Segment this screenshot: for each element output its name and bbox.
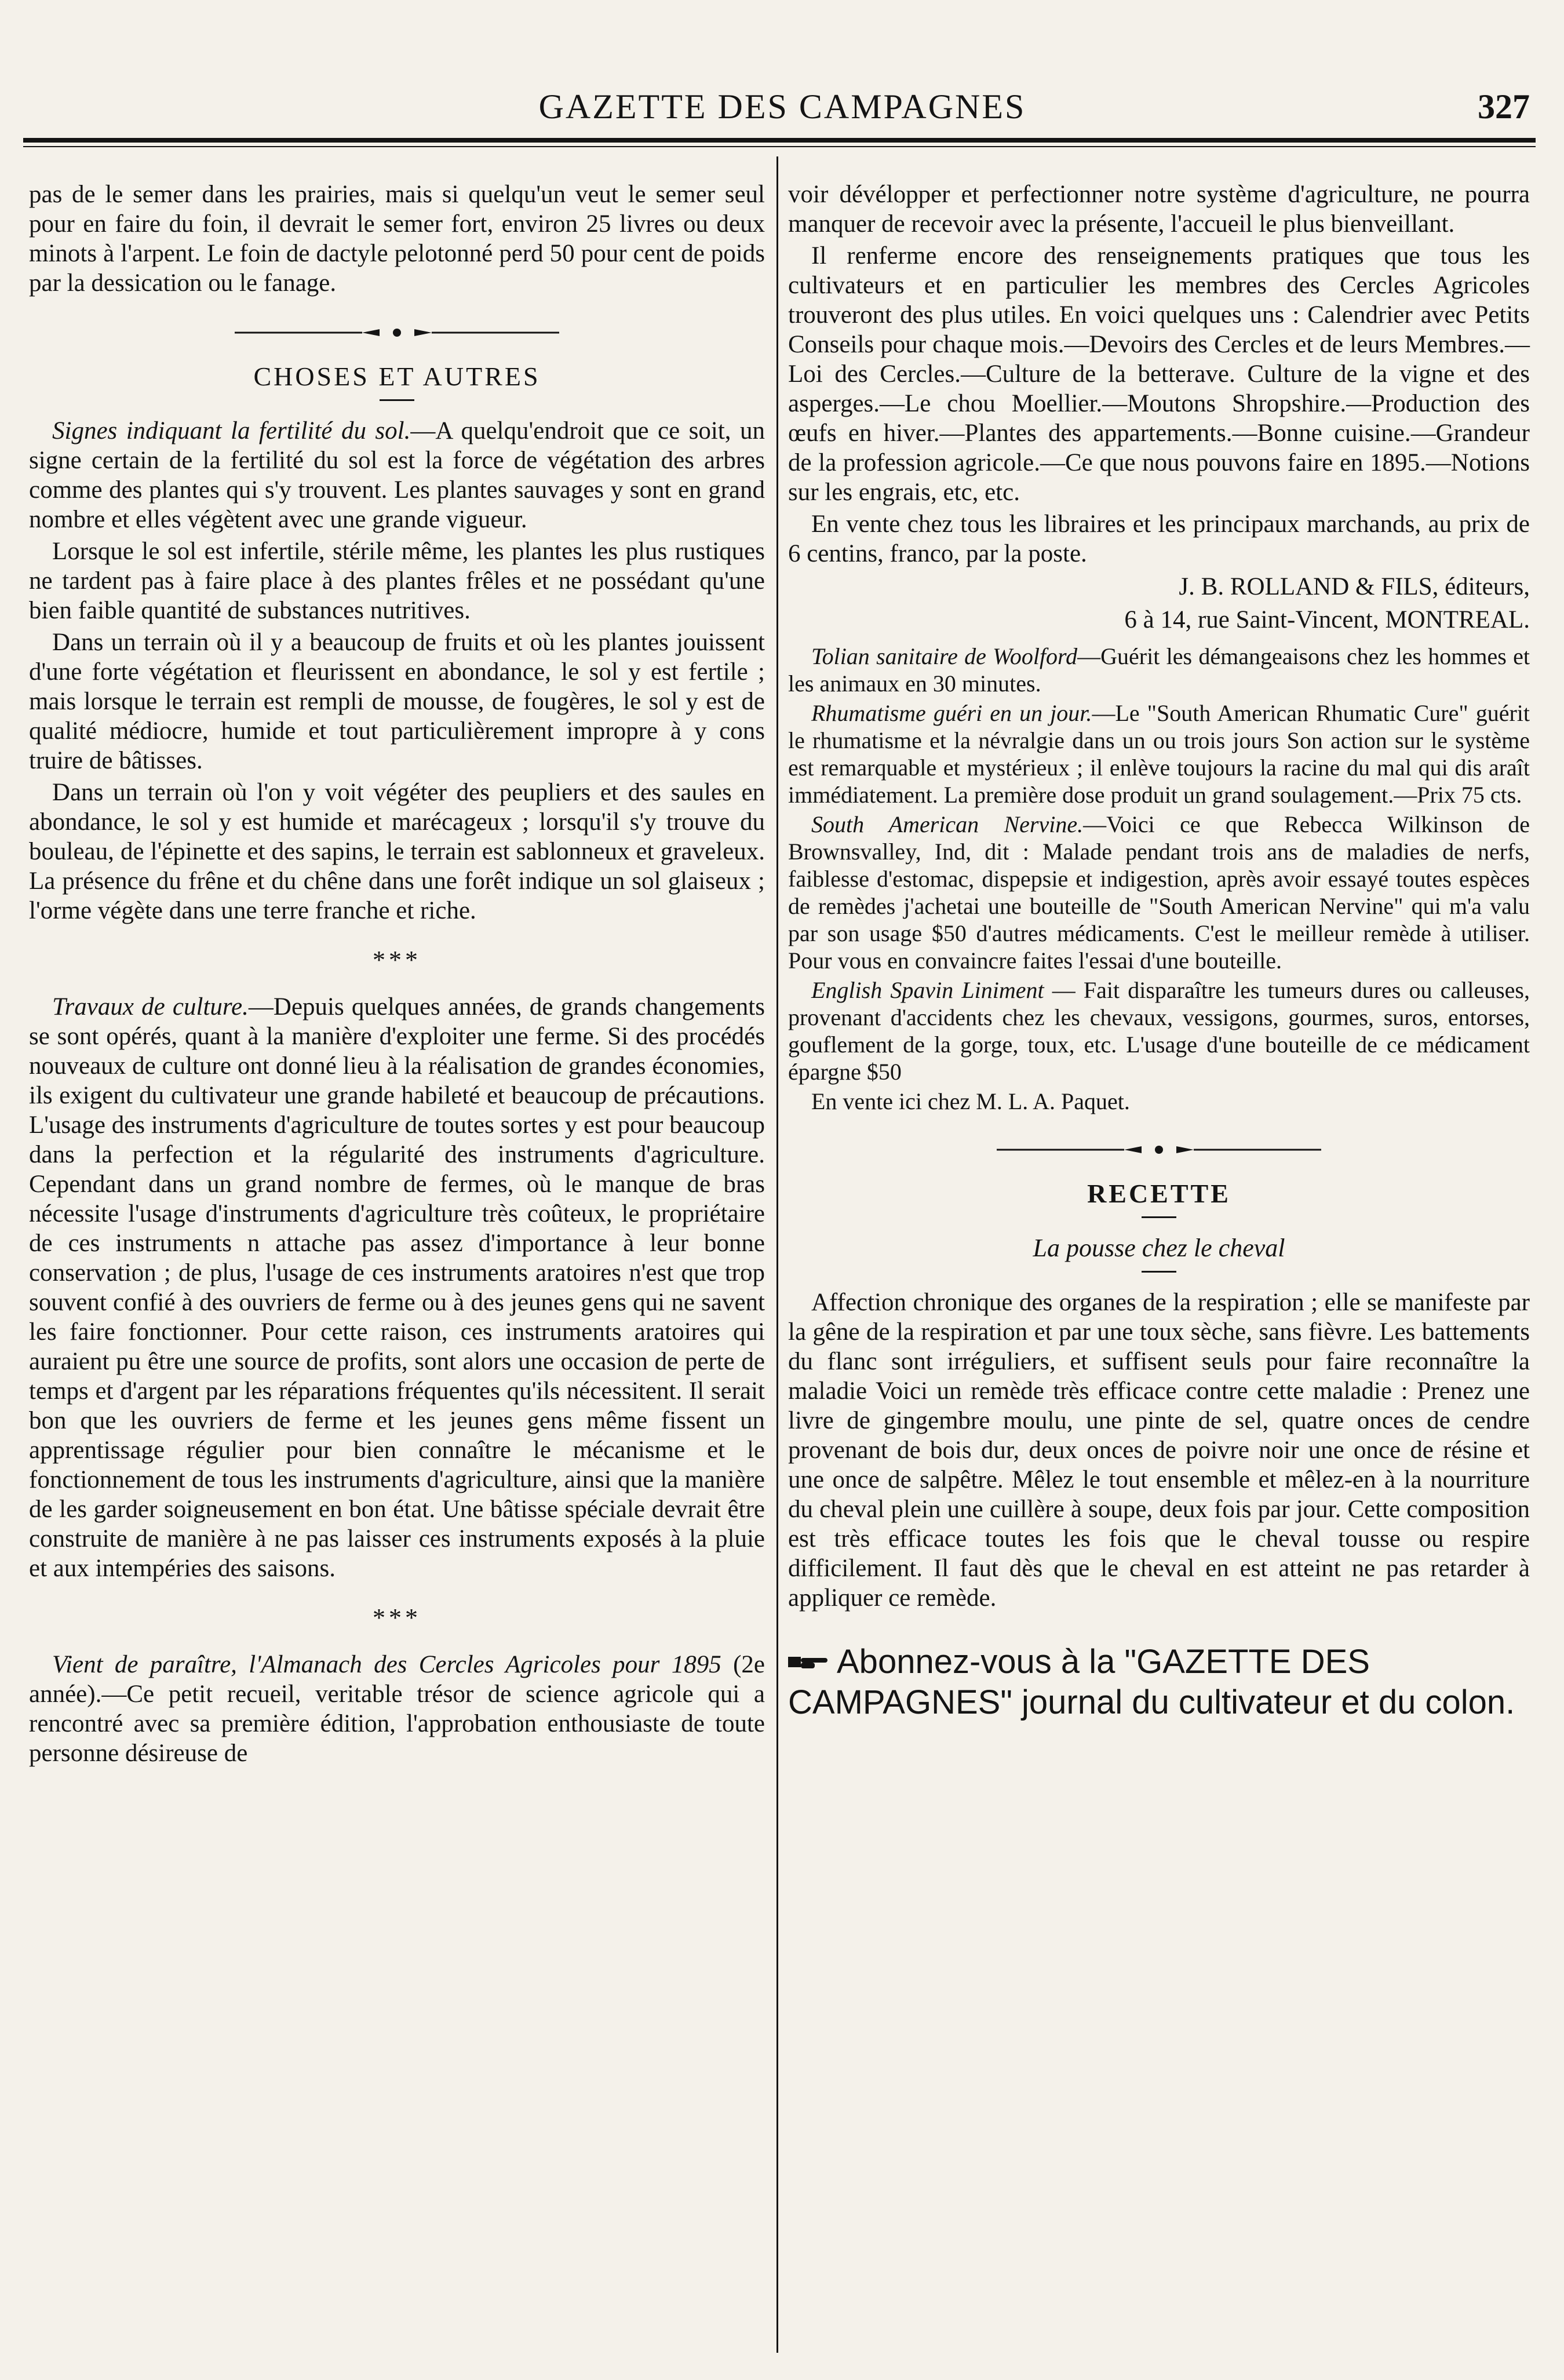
ad-rhumatisme: Rhumatisme guéri en un jour.—Le "South American Rhumatic Cure" guérit le rhumatisme et la névralgie dans un ou trois jours Son action sur le système est remarquable et mystérieux ; il enlève toujours la racine du mal qui dis araît immédiatement. La première dose produit un grand soulagement.—Prix 75 cts. bbox=[788, 700, 1530, 808]
ad-tolian: Tolian sanitaire de Woolford—Guérit les démangeaisons chez les hommes et les animaux en 30 minutes. bbox=[788, 643, 1530, 697]
ad-spavin: English Spavin Liniment — Fait disparaître les tumeurs dures ou calleuses, provenant d'accidents chez les chevaux, vessigons, gourmes, suros, entorses, gouflement de la gorge, toux, etc. L'usage d'une bouteille de ce médicament épargne $50 bbox=[788, 977, 1530, 1085]
ornament-divider-icon bbox=[788, 1144, 1530, 1156]
recette-heading: RECETTE bbox=[1087, 1179, 1231, 1208]
ads-block bbox=[788, 643, 1530, 1115]
recette-text: Affection chronique des organes de la respiration ; elle se manifeste par la gêne de la respiration et par une toux sèche, sans fièvre. Les battements du flanc sont irréguliers, et suffisent seuls pour faire reconnaître la maladie Voici un remède très efficace contre cette maladie : Prenez une livre de gingembre moulu, une pinte de sel, quatre onces de cendre provenant de bois dur, deux onces de poivre noir une once de résine et une once de salpêtre. Mêlez le tout ensemble et mêlez-en à la nourriture du cheval plein une cuillère à soupe, deux fois par jour. Cette composition est très efficace toutes les fois que le cheval tousse ou respire difficilement. Il faut dès que le cheval en est atteint ne pas retarder à appliquer ce remède. bbox=[788, 1289, 1530, 1612]
short-rule bbox=[380, 399, 414, 401]
ornament-divider-icon bbox=[29, 327, 765, 338]
continuation-paragraph: pas de le semer dans les prairies, mais si quelqu'un veut le semer seul pour en faire du foin, il devrait le semer fort, environ 25 livres ou deux minots à l'arpent. Le foin de dactyle pelotonné perd 50 pour cent de poids par la dessication ou le fanage. bbox=[29, 181, 765, 297]
article-almanach-p1: Vient de paraître, l'Almanach des Cercles Agricoles pour 1895 (2e année).—Ce petit recueil, veritable trésor de science agricole qui a rencontré avec sa première édition, l'approbation enthousiaste de toute personne désireuse de bbox=[29, 1651, 765, 1767]
page-header bbox=[35, 70, 1530, 156]
page-number: 327 bbox=[1478, 88, 1530, 126]
section-heading-choses: CHOSES ET AUTRES bbox=[253, 362, 541, 391]
subscription-text: Abonnez-vous à la "GAZETTE DES CAMPAGNES" journal du cultivateur et du colon. bbox=[788, 1643, 1515, 1721]
short-rule bbox=[1142, 1271, 1176, 1273]
article-almanach-title: Vient de paraître, l'Almanach des Cercles Agricoles pour 1895 bbox=[52, 1651, 721, 1678]
ad-nervine: South American Nervine.—Voici ce que Rebecca Wilkinson de Brownsvalley, Ind, dit : Malade pendant trois ans de maladies de nerfs, faiblesse d'estomac, dispepsie et indigestion, après avoir essayé toutes espèces de remèdes j'achetai une bouteille de "South American Nervine" qui m'a valu par son usage $50 d'autres médicaments. C'est le meilleur remède à utiliser. Pour vous en convaincre faites l'essai d'une bouteille. bbox=[788, 811, 1530, 974]
article-fertility-title: Signes indiquant la fertilité du sol. bbox=[52, 417, 411, 444]
page-title: GAZETTE DES CAMPAGNES bbox=[538, 88, 1026, 126]
almanach-contents: Il renferme encore des renseignements pratiques que tous les cultivateurs et en particulier les membres des Cercles Agricoles trouveront des plus utiles. En voici quelques uns : Calendrier avec Petits Conseils pour chaque mois.—Devoirs des Cercles et de leurs Membres.—Loi des Cercles.—Culture de la betterave. Culture de la vigne et des asperges.—Le chou Moellier.—Moutons Shropshire.—Production des œufs en hiver.—Plantes des appartements.—Bonne cuisine.—Grandeur de la profession agricole.—Ce que nous pouvons faire en 1895.—Notions sur les engrais, etc, etc. bbox=[788, 242, 1530, 506]
article-fertility-p2: Lorsque le sol est infertile, stérile même, les plantes les plus rustiques ne tardent pas à faire place à des plantes frêles et ne possédant qu'une bien faible quantité de substances nutritives. bbox=[29, 538, 765, 624]
article-travaux-p1: Travaux de culture.—Depuis quelques années, de grands changements se sont opérés, quant à la manière d'exploiter une ferme. Si des procédés nouveaux de culture ont donné lieu à la réalisation de grandes économies, ils exigent du cultivateur une grande habileté et beaucoup de précautions. L'usage des instruments d'agriculture de toutes sortes y est pour beaucoup dans la perfection et la régularité des instruments d'agriculture. Cependant dans un grand nombre de fermes, où le manque de bras nécessite l'usage d'instruments d'agriculture très coûteux, le propriétaire de ces instruments n attache pas assez d'importance à leur bonne conservation ; de plus, l'usage de ces instruments aratoires n'est que trop souvent confié à des ouvriers de ferme ou à des jeunes gens qui ne savent les faire fonctionner. Pour cette raison, ces instruments aratoires qui auraient pu être une source de profits, sont alors une occasion de perte de temps et d'argent par les réparations fréquentes qu'ils nécessitent. Il serait bon que les ouvriers de ferme et les jeunes gens même fissent un apprentissage régulier pour bien connaître le mécanisme et le fonctionnement de tous les instruments d'agriculture, ainsi que la manière de les garder soigneusement en bon état. Une bâtisse spéciale devrait être construite de manière à ne pas laisser ces instruments exposés à la pluie et aux intempéries des saisons. bbox=[29, 993, 765, 1582]
almanach-continuation: voir dévélopper et perfectionner notre système d'agriculture, ne pourra manquer de recevoir avec la présente, l'accueil le plus bienveillant. bbox=[788, 181, 1530, 238]
left-column bbox=[29, 180, 765, 1770]
ads-footer: En vente ici chez M. L. A. Paquet. bbox=[811, 1088, 1130, 1114]
article-fertility-p4: Dans un terrain où l'on y voit végéter des peupliers et des saules en abondance, le sol y est humide et marécageux ; lorsqu'il s'y trouve du bouleau, de l'épinette et des sapins, le terrain est sablonneux et graveleux. La présence du frêne et du chêne dans une forêt indique un sol glaiseux ; l'orme végète dans une terre franche et riche. bbox=[29, 779, 765, 924]
article-fertility-p1: Signes indiquant la fertilité du sol.—A quelqu'endroit que ce soit, un signe certain de la fertilité du sol est la force de végétation des arbres comme des plantes qui s'y trouvent. Les plantes sauvages y sont en grand nombre et elles végètent avec une grande vigueur. bbox=[29, 417, 765, 533]
publisher-address: 6 à 14, rue Saint-Vincent, MONTREAL. bbox=[1124, 606, 1530, 633]
pointing-hand-icon bbox=[788, 1642, 829, 1682]
subscription-notice bbox=[788, 1642, 1530, 1723]
almanach-sale: En vente chez tous les libraires et les principaux marchands, au prix de 6 centins, franco, par la poste. bbox=[788, 511, 1530, 567]
header-rule-thick bbox=[23, 138, 1536, 143]
short-rule bbox=[1142, 1216, 1176, 1218]
asterism: *** bbox=[373, 946, 421, 974]
right-column bbox=[788, 180, 1530, 1723]
article-travaux-title: Travaux de culture. bbox=[52, 993, 249, 1020]
header-rule-thin bbox=[23, 146, 1536, 147]
publisher-name: J. B. ROLLAND & FILS, éditeurs, bbox=[1179, 573, 1530, 600]
asterism-2: *** bbox=[373, 1603, 421, 1632]
column-divider bbox=[776, 156, 778, 2353]
recette-subtitle: La pousse chez le cheval bbox=[1033, 1234, 1285, 1262]
article-fertility-p3: Dans un terrain où il y a beaucoup de fruits et où les plantes jouissent d'une forte végétation et fleurissent en abondance, le sol y est fertile ; mais lorsque le terrain est rempli de mousse, de fougères, le sol y est de qualité médiocre, humide et tout particulièrement impropre à y cons truire de bâtisses. bbox=[29, 629, 765, 774]
